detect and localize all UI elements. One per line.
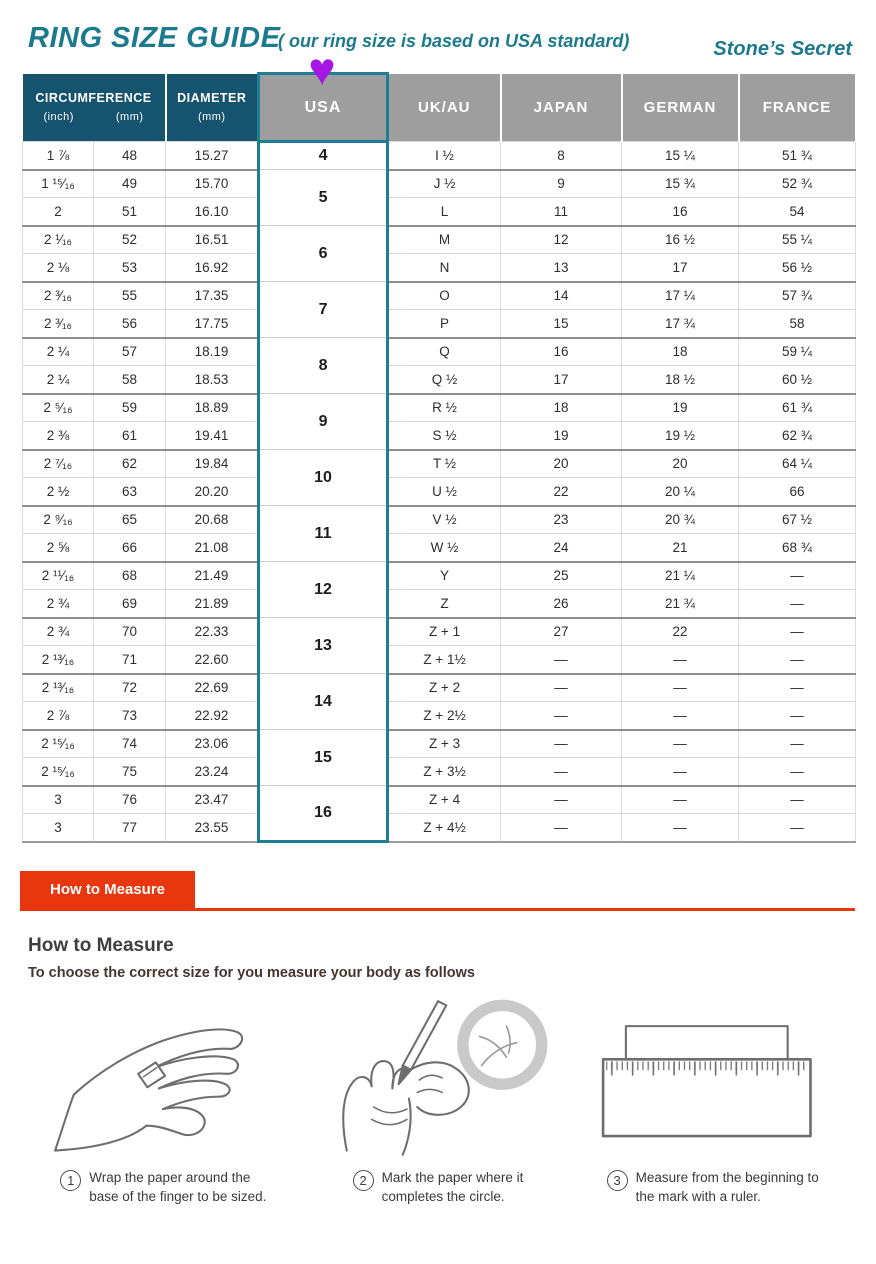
ukau-cell: Z + 4½ [388,814,501,842]
circumference-inch-cell: 1 ¹⁵⁄₁₆ [23,170,94,198]
german-cell: 21 [622,534,739,562]
col-header-diameter [166,74,259,142]
ukau-cell: U ½ [388,478,501,506]
ukau-cell: V ½ [388,506,501,534]
german-cell: 20 ¼ [622,478,739,506]
step-text-line1: Wrap the paper around the [89,1170,251,1185]
usa-size-cell: 9 [259,394,388,450]
german-cell: 16 ½ [622,226,739,254]
france-cell: — [739,562,856,590]
diameter-cell: 17.35 [166,282,259,310]
col-header-japan: JAPAN [501,74,622,142]
step-number-badge: 1 [60,1170,81,1191]
diameter-cell: 15.70 [166,170,259,198]
table-row [23,814,856,842]
circumference-inch-cell: 2 ⅜ [23,422,94,450]
diameter-cell: 21.49 [166,562,259,590]
japan-cell: — [501,786,622,814]
usa-size-cell: 14 [259,674,388,730]
ukau-cell: Q [388,338,501,366]
france-cell: 52 ¾ [739,170,856,198]
german-cell: — [622,814,739,842]
step-number-badge: 2 [353,1170,374,1191]
usa-size-cell: 6 [259,226,388,282]
japan-cell: 8 [501,142,622,170]
japan-cell: — [501,646,622,674]
german-cell: 21 ¼ [622,562,739,590]
circumference-inch-cell: 2 ¹³⁄₁₆ [23,646,94,674]
step-text-line2: completes the circle. [381,1188,505,1204]
diameter-cell: 18.89 [166,394,259,422]
german-cell: 20 ¾ [622,506,739,534]
german-cell: 15 ¼ [622,142,739,170]
circumference-mm-cell: 68 [94,562,166,590]
circumference-inch-cell: 2 ¹⁵⁄₁₆ [23,758,94,786]
table-row [23,338,856,366]
japan-cell: 17 [501,366,622,394]
table-header-row [23,74,856,142]
japan-cell: — [501,814,622,842]
circumference-mm-cell: 57 [94,338,166,366]
table-row [23,534,856,562]
measure-subheading: To choose the correct size for you measure your body as follows [28,965,475,981]
circumference-mm-cell: 75 [94,758,166,786]
circumference-mm-cell: 58 [94,366,166,394]
ukau-cell: Z + 1½ [388,646,501,674]
circumference-inch-cell: 2 ⅝ [23,534,94,562]
table-row [23,142,856,170]
german-cell: 22 [622,618,739,646]
diameter-cell: 19.41 [166,422,259,450]
table-row [23,702,856,730]
table-row [23,758,856,786]
france-cell: 58 [739,310,856,338]
ukau-cell: Z + 3½ [388,758,501,786]
diameter-cell: 18.53 [166,366,259,394]
step-caption [607,1169,819,1207]
france-cell: 54 [739,198,856,226]
step-caption [60,1169,266,1207]
japan-cell: — [501,702,622,730]
diameter-unit: (mm) [197,111,226,124]
diameter-cell: 23.47 [166,786,259,814]
german-cell: 17 [622,254,739,282]
circumference-mm-cell: 66 [94,534,166,562]
circumference-mm-cell: 52 [94,226,166,254]
circumference-inch-cell: 2 ¹⁵⁄₁₆ [23,730,94,758]
japan-cell: — [501,758,622,786]
german-cell: 17 ¼ [622,282,739,310]
france-cell: 55 ¼ [739,226,856,254]
france-cell: — [739,590,856,618]
german-cell: — [622,702,739,730]
table-row [23,394,856,422]
japan-cell: 13 [501,254,622,282]
german-cell: 18 [622,338,739,366]
diameter-cell: 16.10 [166,198,259,226]
step-text-line2: the mark with a ruler. [635,1188,761,1204]
table-row [23,170,856,198]
ukau-cell: I ½ [388,142,501,170]
circumference-inch-cell: 2 ⅞ [23,702,94,730]
circumference-inch-cell: 2 ⁵⁄₁₆ [23,394,94,422]
table-row [23,506,856,534]
table-row [23,590,856,618]
brand-name: Stone’s Secret [713,38,852,60]
ukau-cell: Q ½ [388,366,501,394]
table-row [23,646,856,674]
ukau-cell: R ½ [388,394,501,422]
ukau-cell: Z + 4 [388,786,501,814]
ukau-cell: Z + 3 [388,730,501,758]
circumference-mm-cell: 48 [94,142,166,170]
german-cell: — [622,674,739,702]
table-row [23,226,856,254]
circumference-mm-cell: 65 [94,506,166,534]
circumference-mm-cell: 63 [94,478,166,506]
circumference-mm-cell: 53 [94,254,166,282]
german-cell: 17 ¾ [622,310,739,338]
circumference-mm-cell: 69 [94,590,166,618]
france-cell: 56 ½ [739,254,856,282]
table-row [23,282,856,310]
circumference-inch-cell: 2 ³⁄₁₆ [23,282,94,310]
france-cell: — [739,674,856,702]
size-table [22,72,857,843]
japan-cell: 26 [501,590,622,618]
diameter-cell: 23.55 [166,814,259,842]
diameter-cell: 23.24 [166,758,259,786]
circumference-mm-cell: 73 [94,702,166,730]
diameter-cell: 18.19 [166,338,259,366]
japan-cell: 9 [501,170,622,198]
col-header-usa: USA [259,74,388,142]
japan-cell: 27 [501,618,622,646]
circumference-inch-cell: 2 ¹⁄₁₆ [23,226,94,254]
table-row [23,478,856,506]
measure-step-3 [575,995,850,1207]
col-header-ukau: UK/AU [388,74,501,142]
circumference-inch-cell: 2 ½ [23,478,94,506]
france-cell: — [739,646,856,674]
german-cell: 20 [622,450,739,478]
usa-size-cell: 5 [259,170,388,226]
ukau-cell: P [388,310,501,338]
france-cell: 67 ½ [739,506,856,534]
diameter-cell: 19.84 [166,450,259,478]
table-row [23,786,856,814]
france-cell: 66 [739,478,856,506]
measure-step-2 [301,995,576,1207]
ukau-cell: J ½ [388,170,501,198]
german-cell: 18 ½ [622,366,739,394]
table-row [23,254,856,282]
ukau-cell: M [388,226,501,254]
ukau-cell: Z + 2½ [388,702,501,730]
france-cell: 61 ¾ [739,394,856,422]
how-to-measure-banner [20,871,855,911]
mark-paper-illustration [313,995,563,1163]
circumference-mm-cell: 59 [94,394,166,422]
german-cell: — [622,730,739,758]
usa-size-cell: 13 [259,618,388,674]
german-cell: 21 ¾ [622,590,739,618]
circumference-inch-cell: 1 ⅞ [23,142,94,170]
japan-cell: 24 [501,534,622,562]
step-text-line1: Mark the paper where it [381,1170,524,1185]
japan-cell: 12 [501,226,622,254]
diameter-cell: 15.27 [166,142,259,170]
france-cell: 62 ¾ [739,422,856,450]
diameter-cell: 20.20 [166,478,259,506]
how-to-measure-button[interactable]: How to Measure [20,871,195,908]
table-row [23,422,856,450]
circumference-inch-cell: 2 ⁹⁄₁₆ [23,506,94,534]
german-cell: — [622,646,739,674]
table-row [23,562,856,590]
japan-cell: 20 [501,450,622,478]
usa-size-cell: 8 [259,338,388,394]
usa-size-cell: 11 [259,506,388,562]
circumference-mm-cell: 74 [94,730,166,758]
step-text-line1: Measure from the beginning to [635,1170,819,1185]
japan-cell: 18 [501,394,622,422]
heart-icon: ♥ [308,43,336,95]
ukau-cell: O [388,282,501,310]
circumference-mm-cell: 77 [94,814,166,842]
france-cell: — [739,814,856,842]
ukau-cell: T ½ [388,450,501,478]
table-row [23,366,856,394]
france-cell: 68 ¾ [739,534,856,562]
table-row [23,198,856,226]
japan-cell: 23 [501,506,622,534]
diameter-cell: 22.69 [166,674,259,702]
diameter-cell: 23.06 [166,730,259,758]
diameter-cell: 16.51 [166,226,259,254]
table-row [23,618,856,646]
circumference-mm-cell: 51 [94,198,166,226]
diameter-cell: 22.33 [166,618,259,646]
table-row [23,674,856,702]
diameter-cell: 21.08 [166,534,259,562]
circumference-inch-cell: 2 ⅛ [23,254,94,282]
circumference-mm-cell: 56 [94,310,166,338]
diameter-cell: 22.60 [166,646,259,674]
circumference-mm-cell: 62 [94,450,166,478]
japan-cell: 22 [501,478,622,506]
japan-cell: 15 [501,310,622,338]
ukau-cell: S ½ [388,422,501,450]
german-cell: 15 ¾ [622,170,739,198]
german-cell: 19 [622,394,739,422]
german-cell: 19 ½ [622,422,739,450]
ukau-cell: Z [388,590,501,618]
page-subtitle: ( our ring size is based on USA standard) [278,31,630,51]
ukau-cell: N [388,254,501,282]
usa-size-cell: 15 [259,730,388,786]
circumference-mm-cell: 70 [94,618,166,646]
circumference-mm-cell: 49 [94,170,166,198]
ukau-cell: Z + 1 [388,618,501,646]
diameter-cell: 21.89 [166,590,259,618]
france-cell: 59 ¼ [739,338,856,366]
hand-wrap-illustration [38,995,288,1163]
size-table-body [23,142,856,842]
circumference-unit-inch: (inch) [43,111,74,124]
circumference-mm-cell: 71 [94,646,166,674]
ukau-cell: Y [388,562,501,590]
circumference-inch-cell: 2 ¹¹⁄₁₆ [23,562,94,590]
circumference-label: CIRCUMFERENCE [35,91,152,106]
japan-cell: 16 [501,338,622,366]
step-number-badge: 3 [607,1170,628,1191]
col-header-german: GERMAN [622,74,739,142]
usa-size-cell: 4 [259,142,388,170]
usa-size-cell: 10 [259,450,388,506]
circumference-inch-cell: 2 ³⁄₁₆ [23,310,94,338]
step-caption [353,1169,524,1207]
japan-cell: — [501,674,622,702]
japan-cell: 25 [501,562,622,590]
france-cell: 60 ½ [739,366,856,394]
circumference-mm-cell: 61 [94,422,166,450]
france-cell: — [739,758,856,786]
circumference-mm-cell: 76 [94,786,166,814]
circumference-inch-cell: 3 [23,786,94,814]
usa-size-cell: 7 [259,282,388,338]
france-cell: — [739,618,856,646]
ukau-cell: L [388,198,501,226]
measure-step-1 [26,995,301,1207]
german-cell: 16 [622,198,739,226]
circumference-inch-cell: 3 [23,814,94,842]
diameter-cell: 20.68 [166,506,259,534]
diameter-cell: 22.92 [166,702,259,730]
circumference-inch-cell: 2 ⁷⁄₁₆ [23,450,94,478]
ukau-cell: Z + 2 [388,674,501,702]
german-cell: — [622,786,739,814]
usa-size-cell: 16 [259,786,388,842]
circumference-unit-mm: (mm) [115,111,144,124]
circumference-mm-cell: 55 [94,282,166,310]
circumference-mm-cell: 72 [94,674,166,702]
japan-cell: 19 [501,422,622,450]
france-cell: 51 ¾ [739,142,856,170]
japan-cell: 11 [501,198,622,226]
circumference-inch-cell: 2 ¾ [23,618,94,646]
france-cell: — [739,786,856,814]
japan-cell: 14 [501,282,622,310]
measure-heading: How to Measure [28,935,174,956]
page-header [0,0,876,72]
step-text-line2: base of the finger to be sized. [89,1188,267,1204]
circumference-inch-cell: 2 ¼ [23,366,94,394]
measure-steps [26,995,850,1207]
circumference-inch-cell: 2 ¹³⁄₁₆ [23,674,94,702]
col-header-circumference [23,74,166,142]
ukau-cell: W ½ [388,534,501,562]
german-cell: — [622,758,739,786]
page-title: RING SIZE GUIDE [28,22,281,54]
table-row [23,310,856,338]
diameter-cell: 16.92 [166,254,259,282]
france-cell: 57 ¾ [739,282,856,310]
france-cell: — [739,730,856,758]
france-cell: — [739,702,856,730]
diameter-cell: 17.75 [166,310,259,338]
france-cell: 64 ¼ [739,450,856,478]
diameter-label: DIAMETER [177,91,247,106]
col-header-france: FRANCE [739,74,856,142]
japan-cell: — [501,730,622,758]
circumference-inch-cell: 2 ¾ [23,590,94,618]
table-row [23,450,856,478]
usa-size-cell: 12 [259,562,388,618]
circumference-inch-cell: 2 [23,198,94,226]
circumference-inch-cell: 2 ¼ [23,338,94,366]
table-row [23,730,856,758]
ruler-illustration [588,995,838,1163]
